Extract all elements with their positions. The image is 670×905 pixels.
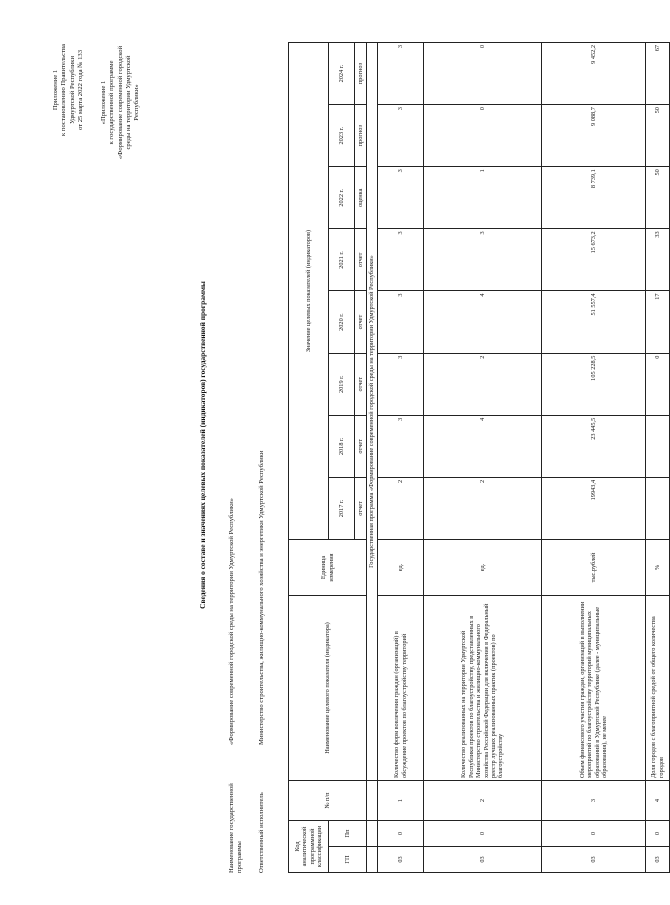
- header-name: Наименование целевого показателя (индикатора): [289, 596, 367, 781]
- value-cell: [646, 477, 670, 539]
- value-cell: 50: [646, 105, 670, 167]
- num-cell: 4: [646, 781, 670, 821]
- header-year: 2024 г.: [329, 43, 355, 105]
- header-unit: Единица измерения: [289, 540, 367, 596]
- gp-cell: 03: [542, 847, 646, 873]
- annex-line: Приложение 1: [52, 69, 59, 111]
- annex-line: «Формирование современной городской: [116, 45, 124, 160]
- annex-line: «Приложение 1: [100, 80, 107, 125]
- value-cell: 0: [424, 105, 542, 167]
- annex-line: Республики»: [133, 84, 141, 121]
- section-title: Государственная программа «Формирование современной городской среды на территории Удмуртской Республики»: [367, 43, 378, 781]
- header-num: № п/п: [289, 781, 367, 821]
- value-cell: 4: [424, 415, 542, 477]
- header-status: отчет: [355, 229, 367, 291]
- value-cell: 17: [646, 291, 670, 353]
- annex-line: Удмуртской Республики: [68, 55, 76, 125]
- pp-cell: 0: [424, 821, 542, 847]
- value-cell: 50: [646, 167, 670, 229]
- header-values-group: Значение целевых показателей (индикаторов): [289, 43, 329, 540]
- value-cell: 4: [424, 291, 542, 353]
- value-cell: [646, 415, 670, 477]
- annex-block: [52, 20, 85, 160]
- annex-line: от 25 марта 2022 года № 133: [76, 49, 84, 131]
- value-cell: 3: [378, 229, 424, 291]
- indicators-table: [288, 42, 670, 873]
- num-cell: 2: [424, 781, 542, 821]
- value-cell: 3: [378, 105, 424, 167]
- header-status: отчет: [355, 353, 367, 415]
- num-cell: 1: [378, 781, 424, 821]
- value-cell: 105 228,5: [542, 353, 646, 415]
- value-cell: 1: [424, 167, 542, 229]
- header-year: 2023 г.: [329, 105, 355, 167]
- header-status: прогноз: [355, 43, 367, 105]
- program-label: Наименование государственной программы: [228, 783, 243, 873]
- header-year: 2017 г.: [329, 477, 355, 539]
- table-row: [378, 43, 424, 873]
- table-row: [646, 43, 670, 873]
- indicator-name: Объем финансового участия граждан, организаций в выполнении мероприятий по благоустройству территорий муниципальных образований в Удмуртской Республике (далее - муниципальные образования), не менее: [542, 596, 646, 781]
- value-cell: 3: [378, 415, 424, 477]
- value-cell: 2: [424, 353, 542, 415]
- value-cell: 2: [424, 477, 542, 539]
- header-year: 2020 г.: [329, 291, 355, 353]
- indicator-name: Доля городов с благоприятной средой от общего количества городов: [646, 596, 670, 781]
- header-status: оценка: [355, 167, 367, 229]
- value-cell: 33: [646, 229, 670, 291]
- section-cell: [367, 821, 378, 847]
- value-cell: 19943,4: [542, 477, 646, 539]
- annex-line: среды на территории Удмуртской: [124, 55, 132, 150]
- value-cell: 0: [424, 43, 542, 105]
- value-cell: 3: [378, 43, 424, 105]
- header-status: отчет: [355, 415, 367, 477]
- executor-label: Ответственный исполнитель: [258, 792, 265, 873]
- value-cell: 9 088,7: [542, 105, 646, 167]
- value-cell: 2: [378, 477, 424, 539]
- executor-value: Министерство строительства, жилищно-коммунального хозяйства и энергетики Удмуртской Республики: [258, 450, 265, 745]
- pp-cell: 0: [646, 821, 670, 847]
- header-status: прогноз: [355, 105, 367, 167]
- value-cell: 3: [424, 229, 542, 291]
- value-cell: 67: [646, 43, 670, 105]
- gp-cell: 03: [646, 847, 670, 873]
- num-cell: 3: [542, 781, 646, 821]
- indicator-name: Количество форм вовлечения граждан (организаций) в обсуждение проектов по благоустройству территорий: [378, 596, 424, 781]
- gp-cell: 03: [378, 847, 424, 873]
- value-cell: 3: [378, 167, 424, 229]
- header-code-group: Код аналитической программной классификации: [289, 821, 329, 873]
- unit-cell: ед.: [378, 540, 424, 596]
- header-year: 2018 г.: [329, 415, 355, 477]
- unit-cell: ед.: [424, 540, 542, 596]
- value-cell: 8 739,1: [542, 167, 646, 229]
- value-cell: 3: [378, 291, 424, 353]
- value-cell: 51 557,4: [542, 291, 646, 353]
- header-gp: ГП: [329, 847, 367, 873]
- pp-cell: 0: [542, 821, 646, 847]
- annex-line: к государственной программе: [108, 60, 116, 145]
- header-year: 2021 г.: [329, 229, 355, 291]
- program-value: «Формирование современной городской среды на территории Удмуртской Республики»: [228, 498, 235, 745]
- header-status: отчет: [355, 477, 367, 539]
- document-title: Сведения о составе и значениях целевых показателей (индикаторов) государственной программы: [198, 281, 207, 609]
- value-cell: 15 673,2: [542, 229, 646, 291]
- value-cell: 23 445,5: [542, 415, 646, 477]
- value-cell: 3: [378, 353, 424, 415]
- header-year: 2022 г.: [329, 167, 355, 229]
- section-cell: [367, 781, 378, 821]
- pp-cell: 0: [378, 821, 424, 847]
- unit-cell: %: [646, 540, 670, 596]
- value-cell: 9 452,2: [542, 43, 646, 105]
- value-cell: 0: [646, 353, 670, 415]
- indicator-name: Количество реализованных на территории Удмуртской Республики проектов по благоустройству, представленных в Министерство строительства и жилищно-коммунального хозяйства Российской Федерации для включения в Федеральный реестр лучших реализованных практик (проектов) по благоустройству: [424, 596, 542, 781]
- gp-cell: 03: [424, 847, 542, 873]
- original-annex-block: [100, 15, 141, 190]
- header-year: 2019 г.: [329, 353, 355, 415]
- header-pp: Пп: [329, 821, 367, 847]
- header-status: отчет: [355, 291, 367, 353]
- unit-cell: тыс.рублей: [542, 540, 646, 596]
- annex-line: к постановлению Правительства: [60, 44, 68, 136]
- table-row: [542, 43, 646, 873]
- table-row: [424, 43, 542, 873]
- section-cell: [367, 847, 378, 873]
